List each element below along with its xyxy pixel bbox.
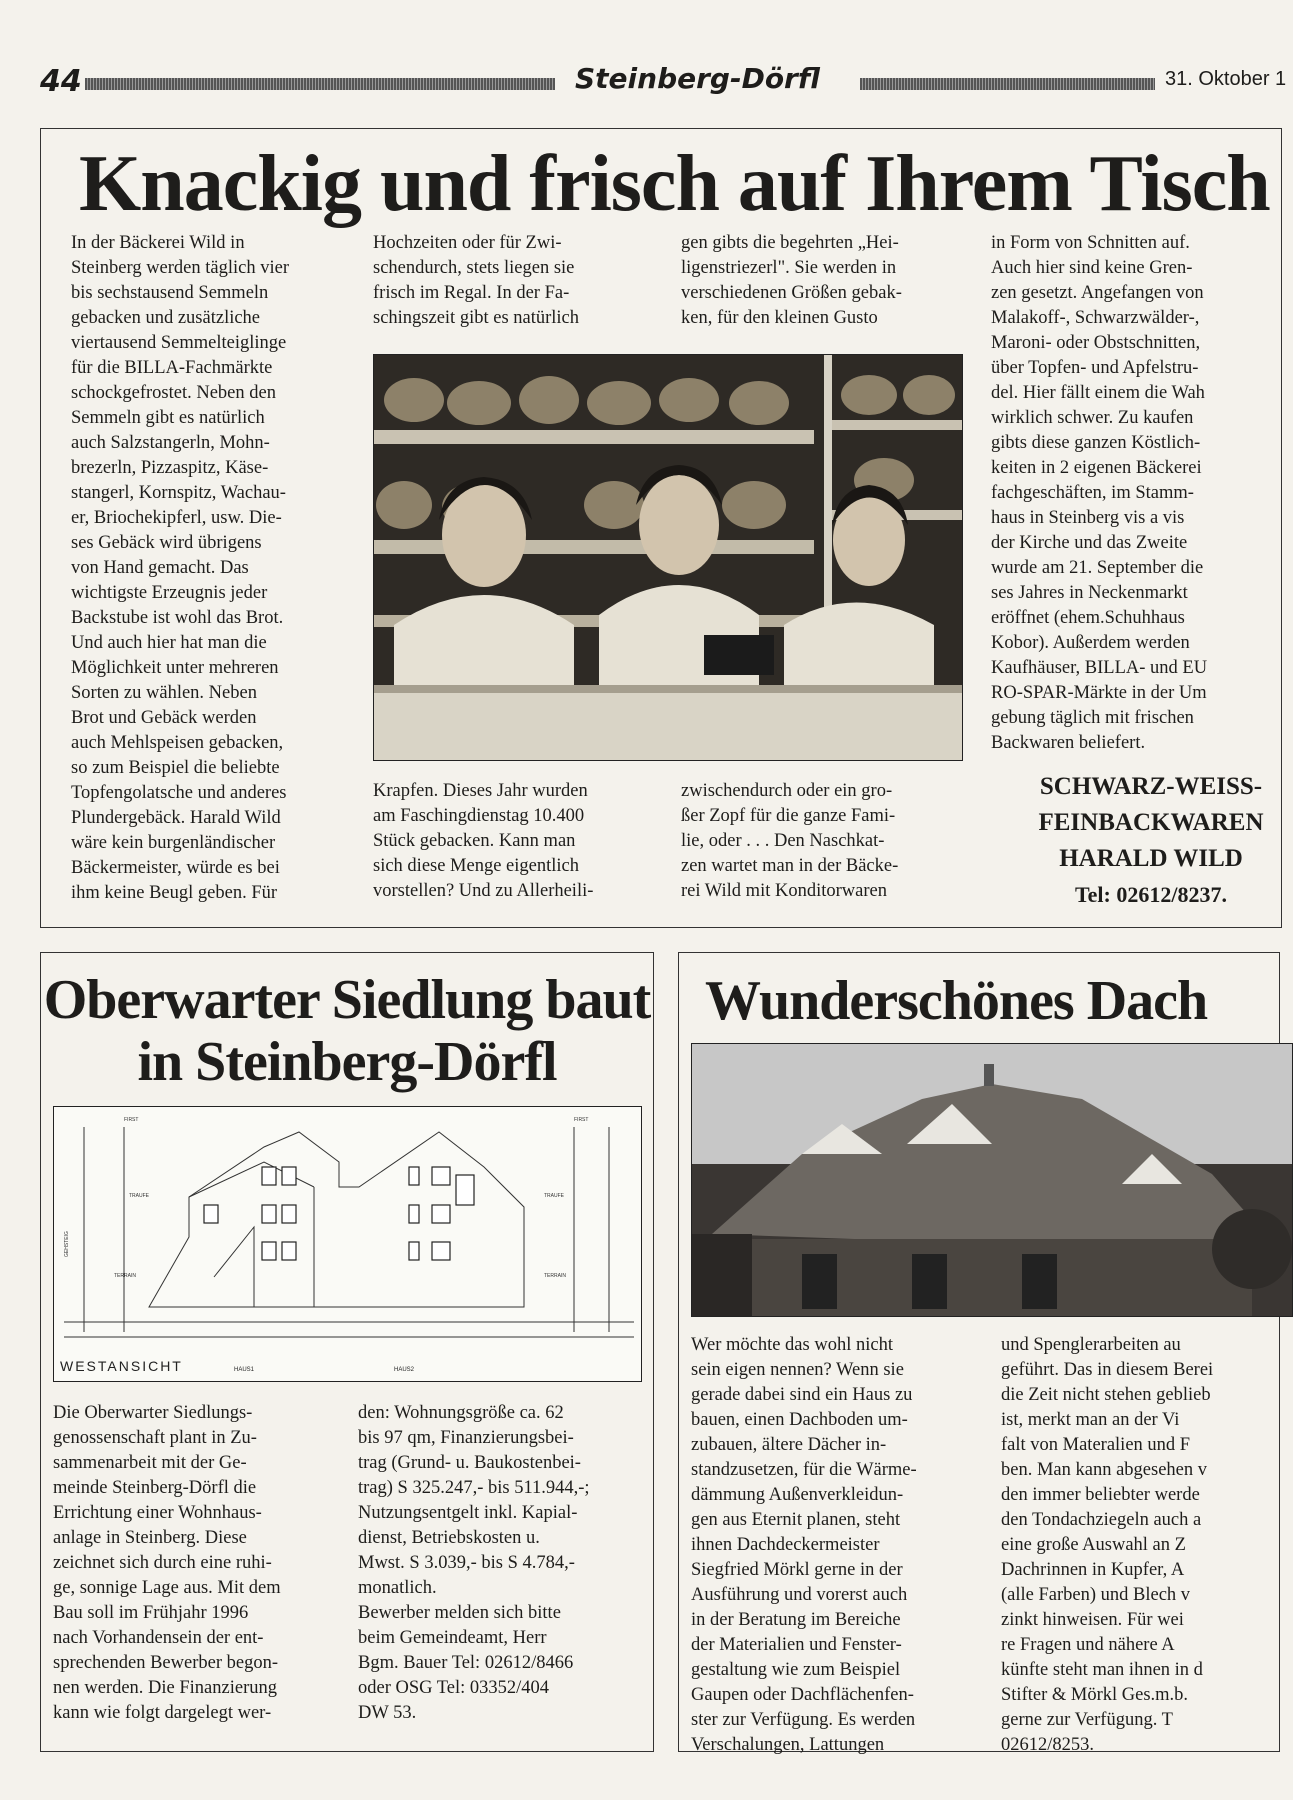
text-line: ses Jahres in Neckenmarkt bbox=[991, 583, 1188, 603]
text-line: ken, für den kleinen Gusto bbox=[681, 308, 878, 328]
text-line: Topfengolatsche und anderes bbox=[71, 783, 287, 803]
page-header bbox=[40, 62, 1287, 102]
drawing-caption: WESTANSICHT bbox=[60, 1358, 183, 1374]
article3-col2 bbox=[1001, 1333, 1281, 1758]
text-line: Malakoff-, Schwarzwälder-, bbox=[991, 308, 1200, 328]
text-line: Hochzeiten oder für Zwi- bbox=[373, 233, 562, 253]
text-line: zwischendurch oder ein gro- bbox=[681, 781, 893, 801]
text-line: zinkt hinweisen. Für wei bbox=[1001, 1610, 1184, 1630]
text-line: ist, merkt man an der Vi bbox=[1001, 1410, 1180, 1430]
text-line: Nutzungsentgelt inkl. Kapial- bbox=[358, 1503, 578, 1523]
text-line: und Spenglerarbeiten au bbox=[1001, 1335, 1181, 1355]
text-line: sprechenden Bewerber begon- bbox=[53, 1653, 278, 1673]
text-line: zen gesetzt. Angefangen von bbox=[991, 283, 1204, 303]
text-line: in Form von Schnitten auf. bbox=[991, 233, 1190, 253]
text-line: keiten in 2 eigenen Bäckerei bbox=[991, 458, 1202, 478]
text-line: Auch hier sind keine Gren- bbox=[991, 258, 1193, 278]
text-line: meinde Steinberg-Dörfl die bbox=[53, 1478, 257, 1498]
text-line: gebacken und zusätzliche bbox=[71, 308, 261, 328]
drawing-label-terrain-left: TERRAIN bbox=[114, 1273, 136, 1279]
text-line: die Zeit nicht stehen geblieb bbox=[1001, 1385, 1211, 1405]
text-line: viertausend Semmelteiglinge bbox=[71, 333, 287, 353]
text-line: RO-SPAR-Märkte in der Um bbox=[991, 683, 1207, 703]
masthead: Steinberg-Dörfl bbox=[575, 62, 820, 95]
text-line: wurde am 21. September die bbox=[991, 558, 1204, 578]
text-line: Siegfried Mörkl gerne in der bbox=[691, 1560, 903, 1580]
text-line: den: Wohnungsgröße ca. 62 bbox=[358, 1403, 564, 1423]
text-line: in der Beratung im Bereiche bbox=[691, 1610, 901, 1630]
architectural-drawing bbox=[53, 1106, 642, 1382]
text-line: so zum Beispiel die beliebte bbox=[71, 758, 280, 778]
text-line: am Faschingdienstag 10.400 bbox=[373, 806, 585, 826]
text-line: Verschalungen, Lattungen bbox=[691, 1735, 885, 1755]
text-line: wichtigste Erzeugnis jeder bbox=[71, 583, 268, 603]
text-line: geführt. Das in diesem Berei bbox=[1001, 1360, 1214, 1380]
text-line: Ausführung und vorerst auch bbox=[691, 1585, 908, 1605]
text-line: von Hand gemacht. Das bbox=[71, 558, 249, 578]
text-line: haus in Steinberg vis a vis bbox=[991, 508, 1185, 528]
article-dach bbox=[678, 952, 1280, 1755]
text-line: Sorten zu wählen. Neben bbox=[71, 683, 257, 703]
text-line: trag) S 325.247,- bis 511.944,-; bbox=[358, 1478, 590, 1498]
text-line: Möglichkeit unter mehreren bbox=[71, 658, 279, 678]
text-line: schockgefrostet. Neben den bbox=[71, 383, 276, 403]
header-rule-left bbox=[85, 78, 555, 90]
text-line: Errichtung einer Wohnhaus- bbox=[53, 1503, 262, 1523]
text-line: Bau soll im Frühjahr 1996 bbox=[53, 1603, 249, 1623]
drawing-house2: HAUS2 bbox=[394, 1367, 415, 1373]
text-line: ses Gebäck wird übrigens bbox=[71, 533, 262, 553]
text-line: verschiedenen Größen gebak- bbox=[681, 283, 902, 303]
article1-col1 bbox=[71, 231, 356, 906]
text-line: oder OSG Tel: 03352/404 bbox=[358, 1678, 550, 1698]
article1-col3-bottom bbox=[681, 779, 951, 904]
headline-dach: Wunderschönes Dach bbox=[705, 970, 1208, 1032]
text-line: re Fragen und nähere A bbox=[1001, 1635, 1175, 1655]
text-line: lie, oder . . . Den Naschkat- bbox=[681, 831, 885, 851]
text-line: bis sechstausend Semmeln bbox=[71, 283, 269, 303]
text-line: wirklich schwer. Zu kaufen bbox=[991, 408, 1194, 428]
text-line: zubauen, ältere Dächer in- bbox=[691, 1435, 887, 1455]
article1-col3-top bbox=[681, 231, 951, 331]
text-line: Steinberg werden täglich vier bbox=[71, 258, 289, 278]
advertiser-signature bbox=[1021, 769, 1281, 913]
text-line: zeichnet sich durch eine ruhi- bbox=[53, 1553, 272, 1573]
article1-col2-bottom bbox=[373, 779, 635, 904]
page-number: 44 bbox=[40, 64, 82, 99]
text-line: eröffnet (ehem.Schuhhaus bbox=[991, 608, 1185, 628]
text-line: brezerln, Pizzaspitz, Käse- bbox=[71, 458, 269, 478]
text-line: auch Salzstangerln, Mohn- bbox=[71, 433, 270, 453]
text-line: Wer möchte das wohl nicht bbox=[691, 1335, 893, 1355]
text-line: der Kirche und das Zweite bbox=[991, 533, 1188, 553]
drawing-label-gehsteig: GEHSTEIG bbox=[64, 1231, 70, 1257]
text-line: dämmung Außenverkleidun- bbox=[691, 1485, 904, 1505]
headline-siedlung: Oberwarter Siedlung baut in Steinberg-Dörfl bbox=[43, 969, 651, 1093]
text-line: kann wie folgt dargelegt wer- bbox=[53, 1703, 272, 1723]
drawing-label-first-left: FIRST bbox=[124, 1117, 139, 1123]
article2-col2 bbox=[358, 1401, 640, 1726]
text-line: ligenstriezerl". Sie werden in bbox=[681, 258, 897, 278]
text-line: nen werden. Die Finanzierung bbox=[53, 1678, 277, 1698]
drawing-house1: HAUS1 bbox=[234, 1367, 255, 1373]
bakery-staff-photo bbox=[373, 354, 963, 761]
signature-line3: HARALD WILD bbox=[1059, 845, 1243, 872]
text-line: bis 97 qm, Finanzierungsbei- bbox=[358, 1428, 574, 1448]
text-line: beim Gemeindeamt, Herr bbox=[358, 1628, 547, 1648]
text-line: gebung täglich mit frischen bbox=[991, 708, 1194, 728]
article2-col1 bbox=[53, 1401, 335, 1726]
text-line: trag (Grund- u. Baukostenbei- bbox=[358, 1453, 581, 1473]
text-line: Semmeln gibt es natürlich bbox=[71, 408, 265, 428]
text-line: gerne zur Verfügung. T bbox=[1001, 1710, 1173, 1730]
text-line: Backstube ist wohl das Brot. bbox=[71, 608, 284, 628]
house-roof-photo bbox=[691, 1043, 1293, 1317]
signature-line2: FEINBACKWAREN bbox=[1038, 809, 1264, 836]
headline-baeckerei: Knackig und frisch auf Ihrem Tisch bbox=[79, 140, 1270, 228]
text-line: Dachrinnen in Kupfer, A bbox=[1001, 1560, 1185, 1580]
text-line: rei Wild mit Konditorwaren bbox=[681, 881, 887, 901]
text-line: Krapfen. Dieses Jahr wurden bbox=[373, 781, 588, 801]
text-line: frisch im Regal. In der Fa- bbox=[373, 283, 570, 303]
text-line: auch Mehlspeisen gebacken, bbox=[71, 733, 284, 753]
text-line: monatlich. bbox=[358, 1578, 437, 1598]
text-line: über Topfen- und Apfelstru- bbox=[991, 358, 1199, 378]
text-line: ihnen Dachdeckermeister bbox=[691, 1535, 880, 1555]
text-line: falt von Materalien und F bbox=[1001, 1435, 1191, 1455]
text-line: ihm keine Beugl geben. Für bbox=[71, 883, 278, 903]
drawing-label-traufe-right: TRAUFE bbox=[544, 1193, 564, 1199]
text-line: für die BILLA-Fachmärkte bbox=[71, 358, 273, 378]
text-line: Brot und Gebäck werden bbox=[71, 708, 257, 728]
text-line: ge, sonnige Lage aus. Mit dem bbox=[53, 1578, 281, 1598]
drawing-label-traufe-left: TRAUFE bbox=[129, 1193, 149, 1199]
text-line: Bgm. Bauer Tel: 02612/8466 bbox=[358, 1653, 574, 1673]
text-line: Kaufhäuser, BILLA- und EU bbox=[991, 658, 1208, 678]
text-line: Backwaren beliefert. bbox=[991, 733, 1146, 753]
text-line: der Materialien und Fenster- bbox=[691, 1635, 902, 1655]
article1-col4 bbox=[991, 231, 1281, 756]
text-line: eine große Auswahl an Z bbox=[1001, 1535, 1186, 1555]
header-rule-right bbox=[860, 78, 1155, 90]
text-line: künfte steht man ihnen in d bbox=[1001, 1660, 1203, 1680]
text-line: 02612/8253. bbox=[1001, 1735, 1095, 1755]
text-line: stangerl, Kornspitz, Wachau- bbox=[71, 483, 286, 503]
text-line: den Tondachziegeln auch a bbox=[1001, 1510, 1202, 1530]
text-line: genossenschaft plant in Zu- bbox=[53, 1428, 257, 1448]
article-baeckerei bbox=[40, 128, 1282, 928]
text-line: vorstellen? Und zu Allerheili- bbox=[373, 881, 594, 901]
text-line: wäre kein burgenländischer bbox=[71, 833, 276, 853]
text-line: (alle Farben) und Blech v bbox=[1001, 1585, 1191, 1605]
text-line: schendurch, stets liegen sie bbox=[373, 258, 575, 278]
text-line: Bewerber melden sich bitte bbox=[358, 1603, 561, 1623]
text-line: Bäckermeister, würde es bei bbox=[71, 858, 280, 878]
article-siedlung bbox=[40, 952, 654, 1752]
signature-line1: SCHWARZ-WEISS- bbox=[1039, 773, 1263, 800]
text-line: sein eigen nennen? Wenn sie bbox=[691, 1360, 904, 1380]
text-line: In der Bäckerei Wild in bbox=[71, 233, 245, 253]
text-line: fachgeschäften, im Stamm- bbox=[991, 483, 1194, 503]
text-line: DW 53. bbox=[358, 1703, 417, 1723]
text-line: Und auch hier hat man die bbox=[71, 633, 267, 653]
text-line: Gaupen oder Dachflächenfen- bbox=[691, 1685, 914, 1705]
text-line: zen wartet man in der Bäcke- bbox=[681, 856, 899, 876]
text-line: gibts diese ganzen Köstlich- bbox=[991, 433, 1201, 453]
text-line: gerade dabei sind ein Haus zu bbox=[691, 1385, 913, 1405]
article3-col1 bbox=[691, 1333, 973, 1758]
text-line: del. Hier fällt einem die Wah bbox=[991, 383, 1205, 403]
text-line: Maroni- oder Obstschnitten, bbox=[991, 333, 1201, 353]
drawing-label-terrain-right: TERRAIN bbox=[544, 1273, 566, 1279]
text-line: Stifter & Mörkl Ges.m.b. bbox=[1001, 1685, 1189, 1705]
article1-col2-top bbox=[373, 231, 635, 331]
text-line: Mwst. S 3.039,- bis S 4.784,- bbox=[358, 1553, 575, 1573]
signature-phone: Tel: 02612/8237. bbox=[1075, 882, 1227, 907]
text-line: standzusetzen, für die Wärme- bbox=[691, 1460, 917, 1480]
text-line: er, Briochekipferl, usw. Die- bbox=[71, 508, 282, 528]
text-line: Plundergebäck. Harald Wild bbox=[71, 808, 281, 828]
text-line: Kobor). Außerdem werden bbox=[991, 633, 1190, 653]
text-line: anlage in Steinberg. Diese bbox=[53, 1528, 247, 1548]
text-line: Die Oberwarter Siedlungs- bbox=[53, 1403, 253, 1423]
text-line: ßer Zopf für die ganze Fami- bbox=[681, 806, 896, 826]
text-line: gen aus Eternit planen, steht bbox=[691, 1510, 901, 1530]
text-line: schingszeit gibt es natürlich bbox=[373, 308, 580, 328]
text-line: den immer beliebter werde bbox=[1001, 1485, 1200, 1505]
text-line: gestaltung wie zum Beispiel bbox=[691, 1660, 901, 1680]
text-line: ben. Man kann abgesehen v bbox=[1001, 1460, 1208, 1480]
issue-date: 31. Oktober 1 bbox=[1165, 68, 1287, 90]
text-line: ster zur Verfügung. Es werden bbox=[691, 1710, 916, 1730]
drawing-label-first-right: FIRST bbox=[574, 1117, 589, 1123]
text-line: bauen, einen Dachboden um- bbox=[691, 1410, 908, 1430]
text-line: sammenarbeit mit der Ge- bbox=[53, 1453, 247, 1473]
text-line: gen gibts die begehrten „Hei- bbox=[681, 233, 899, 253]
text-line: sich diese Menge eigentlich bbox=[373, 856, 580, 876]
text-line: Stück gebacken. Kann man bbox=[373, 831, 576, 851]
text-line: nach Vorhandensein der ent- bbox=[53, 1628, 264, 1648]
text-line: dienst, Betriebskosten u. bbox=[358, 1528, 540, 1548]
